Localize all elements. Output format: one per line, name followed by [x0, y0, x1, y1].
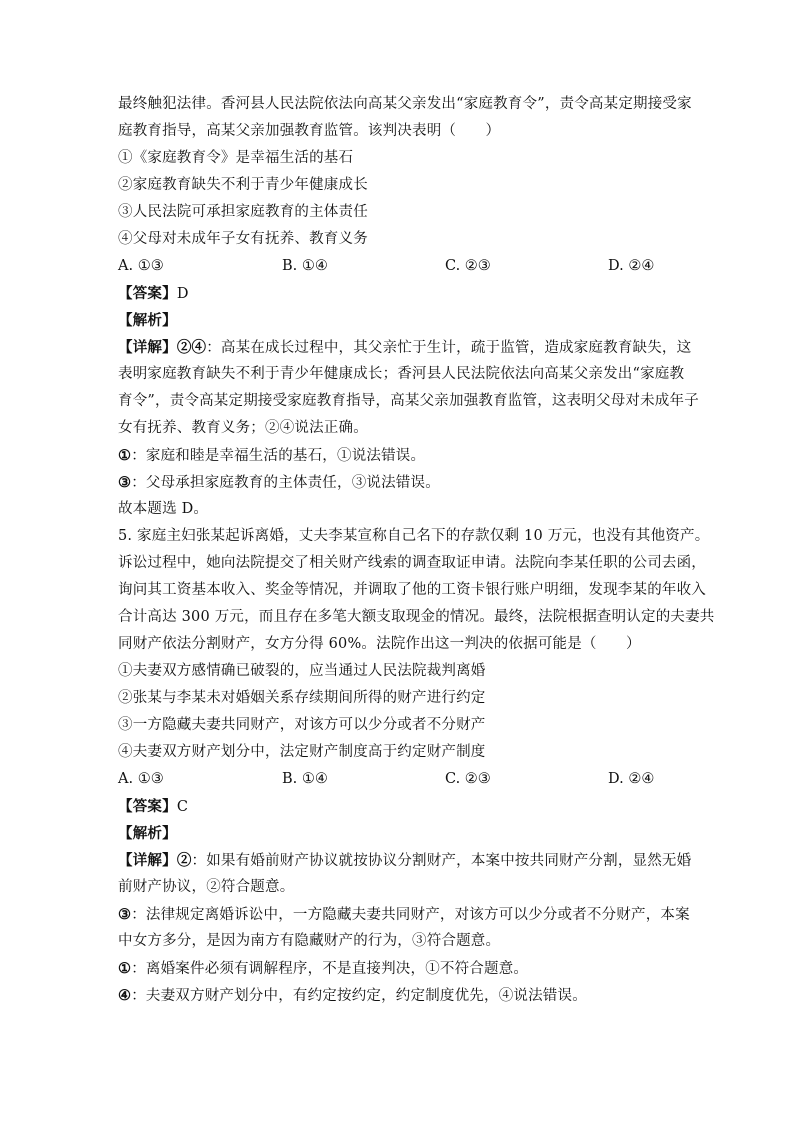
q4-statement-3: ③人民法院可承担家庭教育的主体责任 — [118, 204, 368, 220]
q5-point-3-line-2: 中女方多分，是因为南方有隐藏财产的行为，③符合题意。 — [118, 933, 501, 949]
q5-stem-line-4: 合计高达 300 万元，而且存在多笔大额支取现金的情况。最终，法院根据查明认定的夫妻共 — [118, 609, 715, 625]
q4-detail-line-3: 育令”，责令高某定期接受家庭教育指导，高某父亲加强教育监管，这表明父母对未成年子 — [118, 393, 699, 409]
q5-statement-4: ④夫妻双方财产划分中，法定财产制度高于约定财产制度 — [118, 744, 486, 760]
q5-options — [118, 766, 688, 793]
q5-point-4-line — [118, 982, 688, 1009]
q5-point-3-text-1: ：法律规定离婚诉讼中，一方隐藏夫妻共同财产，对该方可以少分或者不分财产，本案 — [131, 907, 690, 923]
q5-detail-text-1: ：如果有婚前财产协议就按协议分割财产，本案中按共同财产分割，显然无婚 — [191, 853, 692, 869]
q4-detail-line-4: 女有抚养、教育义务；②④说法正确。 — [118, 420, 368, 436]
q5-stem-line-5: 同财产依法分割财产，女方分得 60%。法院作出这一判决的依据可能是（ ） — [118, 636, 641, 652]
q5-detail-line-1 — [118, 847, 692, 874]
q5-point-1-mark: ① — [118, 960, 132, 977]
q5-stem-line-2: 诉讼过程中，她向法院提交了相关财产线索的调查取证申请。法院向李某任职的公司去函， — [118, 555, 706, 571]
q4-detail-tag: 【详解】 — [118, 339, 177, 356]
q5-option-c: C. ②③ — [445, 771, 491, 787]
q5-detail-line-2: 前财产协议，②符合题意。 — [118, 879, 295, 895]
q5-point-3-mark: ③ — [118, 906, 132, 923]
q4-wrong-1-text: ：家庭和睦是幸福生活的基石，①说法错误。 — [131, 448, 426, 464]
q4-statement-2: ②家庭教育缺失不利于青少年健康成长 — [118, 177, 368, 193]
q5-option-b: B. ①④ — [282, 771, 328, 787]
q5-answer-tag: 【答案】 — [118, 798, 177, 815]
q5-answer-line — [118, 793, 688, 820]
q5-option-d: D. ②④ — [608, 771, 655, 787]
q4-wrong-3-text: ：父母承担家庭教育的主体责任，③说法错误。 — [131, 475, 440, 491]
q4-detail-text-1: ：高某在成长过程中，其父亲忙于生计，疏于监管，造成家庭教育缺失，这 — [206, 340, 692, 356]
q4-detail-line-1 — [118, 334, 692, 361]
q5-stem-line-1: 5. 家庭主妇张某起诉离婚，丈夫李某宣称自己名下的存款仅剩 10 万元，也没有其他资产。 — [118, 528, 710, 544]
q4-conclusion: 故本题选 D。 — [118, 501, 209, 517]
q4-stem-line-1: 最终触犯法律。香河县人民法院依法向高某父亲发出“家庭教育令”，责令高某定期接受家 — [118, 96, 692, 112]
q5-point-1-text: ：离婚案件必须有调解程序，不是直接判决，①不符合题意。 — [131, 961, 529, 977]
q5-point-1-line — [118, 955, 688, 982]
q4-stem-line-2: 庭教育指导，高某父亲加强教育监管。该判决表明（ ） — [118, 123, 501, 139]
q4-answer: D — [176, 286, 189, 302]
q4-analysis-tag: 【解析】 — [118, 312, 177, 329]
q4-wrong-1-line — [118, 442, 688, 469]
q4-option-c: C. ②③ — [445, 258, 491, 274]
q5-statement-1: ①夫妻双方感情确已破裂的，应当通过人民法院裁判离婚 — [118, 663, 486, 679]
q5-statement-3: ③一方隐藏夫妻共同财产，对该方可以少分或者不分财产 — [118, 717, 486, 733]
q4-option-d: D. ②④ — [608, 258, 655, 274]
q5-option-a: A. ①③ — [118, 771, 164, 787]
q5-answer: C — [176, 799, 189, 815]
q4-option-a: A. ①③ — [118, 258, 164, 274]
q4-detail-line-2: 表明家庭教育缺失不利于青少年健康成长；香河县人民法院依法向高某父亲发出“家庭教 — [118, 366, 685, 382]
q4-detail-marks: ②④ — [176, 339, 207, 356]
page-content — [118, 91, 715, 1009]
q4-options — [118, 253, 688, 280]
q4-wrong-3-mark: ③ — [118, 474, 132, 491]
q4-answer-line — [118, 280, 688, 307]
q4-statement-4: ④父母对未成年子女有抚养、教育义务 — [118, 231, 368, 247]
q4-wrong-3-line — [118, 469, 688, 496]
q5-point-4-text: ：夫妻双方财产划分中，有约定按约定，约定制度优先，④说法错误。 — [131, 988, 587, 1004]
q4-statement-1: ①《家庭教育令》是幸福生活的基石 — [118, 150, 354, 166]
q4-option-b: B. ①④ — [282, 258, 328, 274]
q5-point-4-mark: ④ — [118, 987, 132, 1004]
q5-point-3-line-1 — [118, 901, 688, 928]
q4-answer-tag: 【答案】 — [118, 285, 177, 302]
q5-stem-line-3: 询问其工资基本收入、奖金等情况，并调取了他的工资卡银行账户明细，发现李某的年收入 — [118, 582, 706, 598]
q5-detail-tag: 【详解】 — [118, 852, 177, 869]
q5-analysis-tag: 【解析】 — [118, 825, 177, 842]
q5-statement-2: ②张某与李某未对婚姻关系存续期间所得的财产进行约定 — [118, 690, 486, 706]
q5-detail-mark: ② — [176, 852, 192, 869]
q4-wrong-1-mark: ① — [118, 447, 132, 464]
